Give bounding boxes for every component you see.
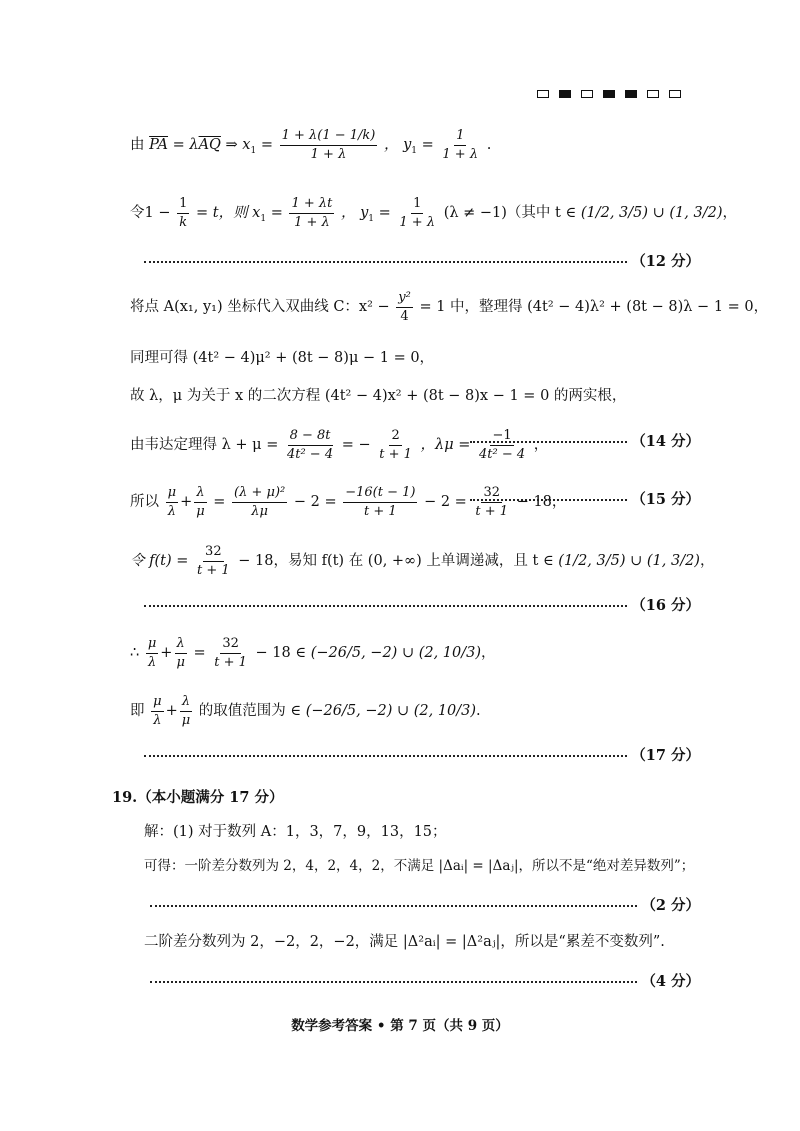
text: ， y (383, 137, 412, 154)
fraction: $\frac{1 + \lambda t}{1 + \lambda}$ (291, 196, 333, 230)
text: 令1 − (130, 205, 171, 222)
text: 所以 (130, 494, 159, 511)
fraction: $\frac{-1}{\text{4t² − 4}}$ (479, 428, 526, 462)
mark-box (537, 90, 549, 98)
mark-box (625, 90, 637, 98)
text: = t，则 x (195, 205, 261, 222)
line-1: 由 $\overline{PA} = \lambda\overline{AQ}$ ⇒ $x_1$ = $\frac{1 + \lambda(1 - 1/k)}{1 + \lambda}$ ， $y_1$ = $\frac{1}{1 + \lambda}$ . (130, 128, 492, 162)
text: ⇒ x (220, 137, 251, 154)
text: 由韦达定理得 λ + μ = (130, 437, 279, 454)
text: = 1 中，整理得 (4t² − 4)λ² + (8t − 8)λ − 1 = 0， (419, 299, 769, 316)
fraction: $\frac{1 + \lambda(1 - 1/k)}{1 + \lambda}$ (281, 128, 376, 162)
text: 令 f(t) = (130, 553, 189, 570)
line-3 (130, 290, 769, 324)
score-line (144, 252, 700, 268)
fraction: $\frac{\lambda}{\mu}$ (196, 485, 205, 519)
text: ， (533, 437, 549, 454)
text: 将点 A(x₁, y₁) 坐标代入双曲线 C：x² − (130, 299, 390, 316)
line-9: ∴ $\frac{\mu}{\lambda}$ + $\frac{\lambda}{\mu}$ = $\frac{32}{t + 1}$ − 18 ∈ (−26/5, −2) ∪ (2, 10/3)， (130, 636, 496, 670)
line-4: 同理可得 (4t² − 4)μ² + (8t − 8)μ − 1 = 0， (130, 350, 435, 366)
fraction: $\frac{\lambda}{\mu}$ (176, 636, 185, 670)
fraction: $\frac{\lambda}{\mu}$ (181, 694, 191, 728)
text: ，λμ = (420, 437, 471, 454)
fraction: $\frac{\mu}{\lambda}$ (153, 694, 162, 728)
score: （15 分） (631, 490, 700, 508)
score-line (150, 896, 700, 912)
q19-line-1: 解：(1) 对于数列 A：1，3，7，9，13，15； (144, 824, 447, 840)
score-line (150, 972, 700, 988)
score: （14 分） (631, 432, 700, 450)
mark-box (647, 90, 659, 98)
fraction: $\frac{32}{t + 1}$ (197, 544, 230, 578)
score-line (470, 432, 700, 448)
score: （4 分） (641, 972, 700, 990)
fraction: $\frac{\mu}{\lambda}$ (167, 485, 177, 519)
text: (λ ≠ −1)（其中 t ∈ (443, 205, 577, 222)
score-line (470, 490, 700, 506)
text: = − (341, 437, 371, 454)
score-line (144, 746, 700, 762)
fraction: $\frac{\text{(λ + μ)²}}{\lambda\mu}$ (234, 485, 286, 519)
mark-box (669, 90, 681, 98)
fraction: $\frac{8 - 8t}{\text{4t² − 4}}$ (286, 428, 334, 462)
text: . (486, 137, 492, 154)
fraction: $\frac{\mu}{\lambda}$ (147, 636, 157, 670)
line-10: 即 $\frac{\mu}{\lambda}$ + $\frac{\lambda}{\mu}$ 的取值范围为 ∈ (−26/5, −2) ∪ (2, 10/3). (130, 694, 481, 728)
line-2: 令1 − $\frac{1}{k}$ = t，则 $x_1$ = $\frac{1 + \lambda t}{1 + \lambda}$ ， $y_1$ = $\frac{1}{1 + \lambda}$ (λ ≠ −1)（其中 t ∈ (1/2, 3/5) ∪ (1, 3/2)， (130, 196, 737, 230)
text: ， (722, 205, 737, 222)
line-8: 令 f(t) = $\frac{32}{t + 1}$ − 18，易知 f(t) 在 (0, +∞) 上单调递减，且 t ∈ (1/2, 3/5) ∪ (1, 3/2)， (130, 544, 715, 578)
score: （17 分） (631, 746, 700, 764)
mark-box (603, 90, 615, 98)
text: = λ (168, 137, 199, 154)
fraction: $\frac{2}{t + 1}$ (379, 428, 412, 462)
text: − 18，易知 f(t) 在 (0, +∞) 上单调递减，且 t ∈ (238, 553, 554, 570)
fraction: $\frac{1}{k}$ (179, 196, 188, 230)
vector-pa: $\overline{PA}$ (149, 137, 169, 154)
text: 由 (130, 137, 145, 154)
range: (1/2, 3/5) ∪ (1, 3/2) (580, 205, 723, 222)
page-footer: 数学参考答案 • 第 7 页（共 9 页） (291, 1018, 509, 1034)
text: ， y (340, 205, 369, 222)
score-line (144, 596, 700, 612)
score: （12 分） (631, 252, 700, 270)
fraction: $\frac{1}{1 + \lambda}$ (442, 128, 479, 162)
mark-box (581, 90, 593, 98)
fraction: $\frac{32}{t + 1}$ (475, 485, 509, 519)
vector-aq: $\overline{AQ}$ (198, 137, 221, 154)
header-marks (537, 90, 681, 98)
q19-line-2: 可得：一阶差分数列为 2，4，2，4，2，不满足 |Δaᵢ| = |Δaⱼ|，所以不是“绝对差异数列”； (144, 858, 695, 874)
range: (−26/5, −2) ∪ (2, 10/3) (310, 645, 482, 662)
fraction: $\frac{32}{t + 1}$ (214, 636, 247, 670)
question-19-heading: 19.（本小题满分 17 分） (112, 789, 284, 806)
mark-box (559, 90, 571, 98)
range: (1/2, 3/5) ∪ (1, 3/2) (558, 553, 700, 570)
fraction: $\frac{\text{y²}}{4}$ (398, 290, 411, 324)
score: （2 分） (641, 896, 700, 914)
line-5: 故 λ，μ 为关于 x 的二次方程 (4t² − 4)x² + (8t − 8)x − 1 = 0 的两实根， (130, 388, 627, 404)
score: （16 分） (631, 596, 700, 614)
line-7: 所以 $\frac{\mu}{\lambda}$ + $\frac{\lambda}{\mu}$ = $\frac{\text{(λ + μ)²}}{\lambda\mu}$ − 2 = $\frac{-16(t - 1)}{t + 1}$ − 2 = $\frac{32}{t + 1}$ − 18， (130, 485, 567, 519)
fraction: $\frac{-16(t - 1)}{t + 1}$ (345, 485, 416, 519)
fraction: $\frac{1}{1 + \lambda}$ (399, 196, 436, 230)
range: (−26/5, −2) ∪ (2, 10/3) (305, 703, 477, 720)
q19-line-3: 二阶差分数列为 2，−2，2，−2，满足 |Δ²aᵢ| = |Δ²aⱼ|，所以是“累差不变数列”. (144, 934, 665, 950)
